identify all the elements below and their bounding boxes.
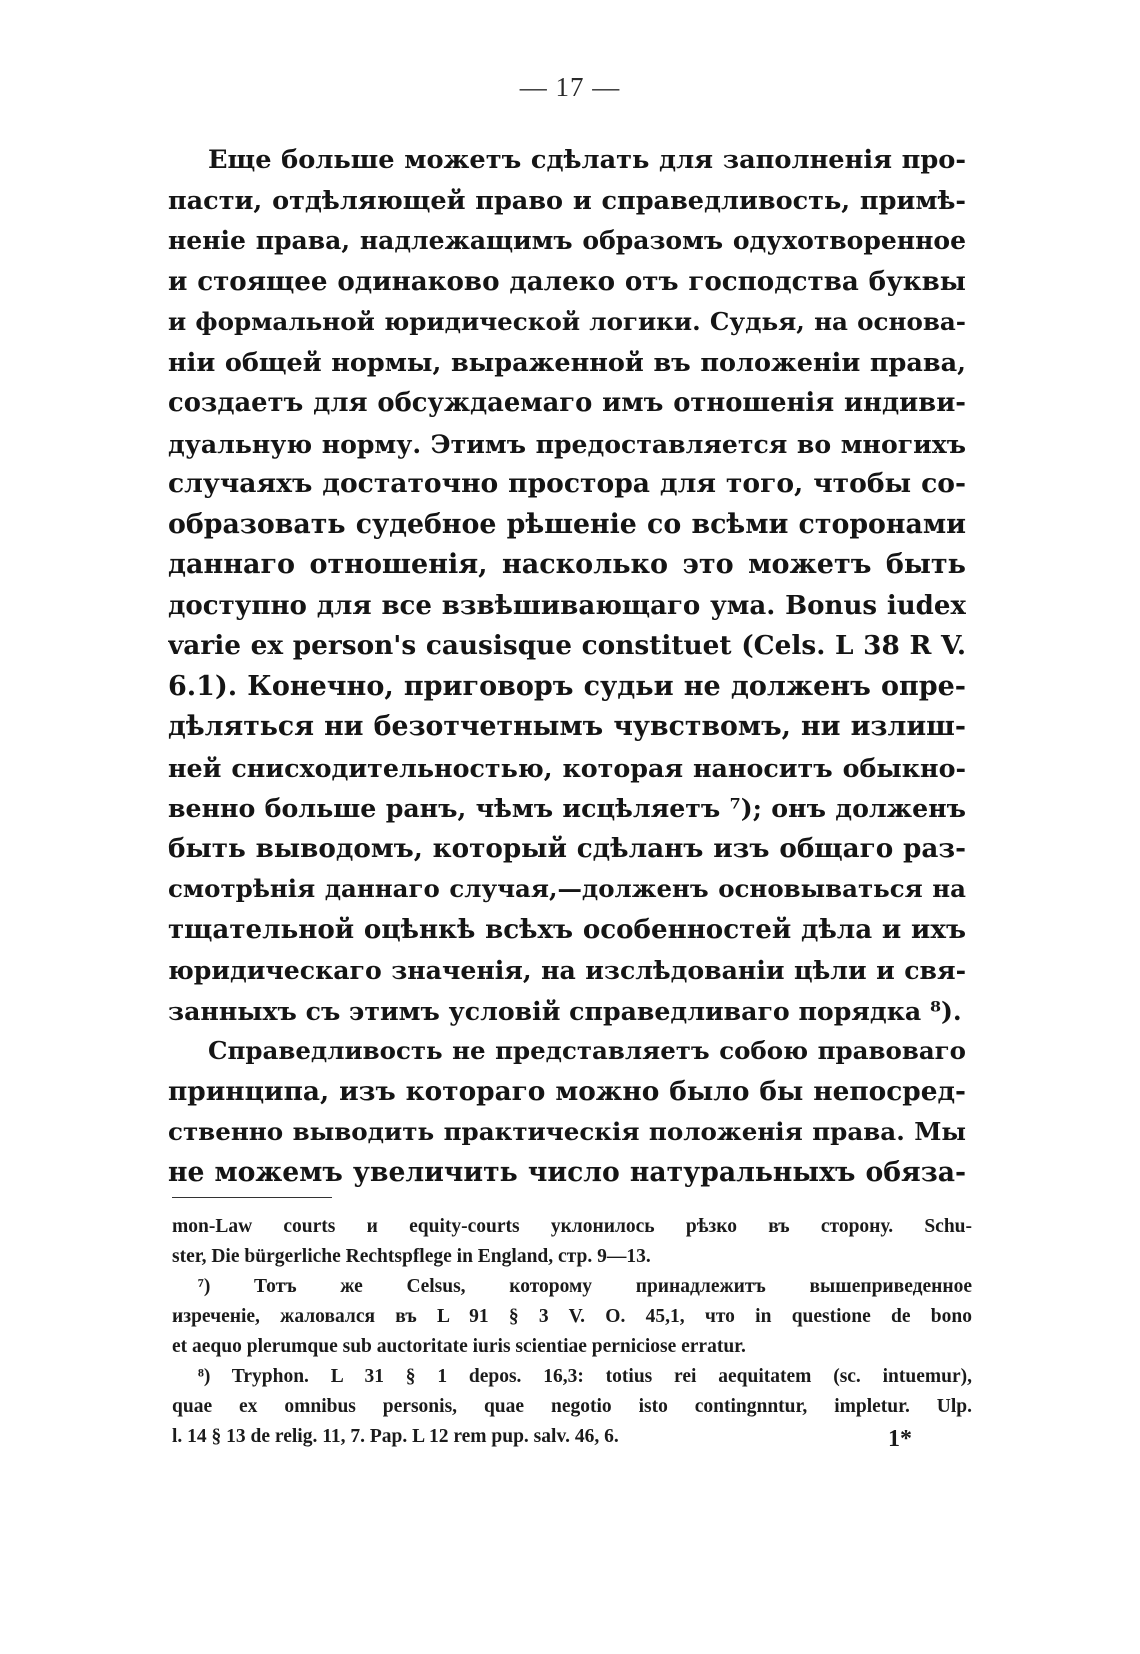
text-line: даннаго отношенія, насколько это можетъ быть: [168, 549, 966, 580]
text-line: ней снисходительностью, которая наноситъ обыкно-: [168, 752, 966, 783]
text-line: дуальную норму. Этимъ предоставляется во многихъ: [168, 428, 966, 459]
footnote-line: quae ex omnibus personis, quae negotio isto contingnntur, impletur. Ulp.: [172, 1396, 972, 1417]
text-line: ніи общей нормы, выраженной въ положеніи права,: [168, 347, 966, 378]
footnote-divider: [172, 1197, 332, 1198]
text-line: быть выводомъ, который сдѣланъ изъ общаго раз-: [168, 832, 966, 864]
text-line: пасти, отдѣляющей право и справедливость, примѣ-: [168, 185, 966, 216]
text-line: varie ex person's causisque constituet (Cels. L 38 R V.: [168, 630, 966, 661]
text-line: занныхъ съ этимъ условій справедливаго порядка ⁸).: [168, 995, 962, 1026]
page-number: — 17 —: [519, 72, 621, 102]
footnote-line: ⁸) Tryphon. L 31 § 1 depos. 16,3: totius rei aequitatem (sc. intuemur),: [198, 1366, 972, 1387]
paragraph-2: [168, 1031, 966, 1193]
paragraph-1: [168, 140, 966, 1031]
text-line: Справедливость не представляетъ собою правоваго: [208, 1036, 966, 1065]
footnote-line: изреченіе, жаловался въ L 91 § 3 V. O. 45,1, что in questione de bono: [172, 1306, 972, 1327]
text-line: образовать судебное рѣшеніе со всѣми сторонами: [168, 508, 966, 540]
text-line: и стоящее одинаково далеко отъ господства буквы: [168, 265, 966, 297]
text-line: 6.1). Конечно, приговоръ судьи не долженъ опре-: [168, 670, 966, 702]
text-line: случаяхъ достаточно простора для того, чтобы со-: [168, 468, 966, 499]
footnote-8: [172, 1362, 972, 1452]
footnote-line: ster, Die bürgerliche Rechtspflege in England, стр. 9—13.: [172, 1246, 651, 1267]
body-text: [168, 140, 966, 1193]
signature-mark: 1*: [888, 1426, 912, 1452]
footnote-line: mon-Law courts и equity-courts уклонилось рѣзко въ сторону. Schu-: [172, 1216, 972, 1237]
text-line: и формальной юридической логики. Судья, на основа-: [168, 307, 966, 336]
footnote-continuation: [172, 1212, 972, 1272]
footnote-line: et aequo plerumque sub auctoritate iuris scientiae perniciose erratur.: [172, 1336, 746, 1357]
footnotes: [172, 1212, 972, 1452]
footnote-7: [172, 1272, 972, 1362]
footnote-line: ⁷) Тотъ же Celsus, которому принадлежитъ вышеприведенное: [198, 1276, 972, 1297]
text-line: тщательной оцѣнкѣ всѣхъ особенностей дѣла и ихъ: [168, 913, 966, 945]
footnote-line: l. 14 § 13 de relig. 11, 7. Pap. L 12 rem pup. salv. 46, 6.: [172, 1426, 619, 1447]
text-line: смотрѣнія даннаго случая,—долженъ основываться на: [168, 874, 966, 903]
text-line: Еще больше можетъ сдѣлать для заполненія про-: [208, 145, 966, 175]
text-line: ственно выводить практическія положенія права. Мы: [168, 1117, 966, 1146]
text-line: принципа, изъ котораго можно было бы непосред-: [168, 1075, 966, 1107]
text-line: не можемъ увеличить число натуральныхъ обяза-: [168, 1156, 966, 1188]
text-line: дѣляться ни безотчетнымъ чувствомъ, ни излиш-: [168, 711, 966, 742]
text-line: неніе права, надлежащимъ образомъ одухотворенное: [168, 226, 966, 255]
text-line: юридическаго значенія, на изслѣдованіи цѣли и свя-: [168, 955, 966, 985]
text-line: доступно для все взвѣшивающаго ума. Bonus iudex: [168, 590, 966, 621]
text-line: венно больше ранъ, чѣмъ исцѣляетъ ⁷); онъ долженъ: [168, 793, 966, 823]
text-line: создаетъ для обсуждаемаго имъ отношенія индиви-: [168, 388, 966, 418]
